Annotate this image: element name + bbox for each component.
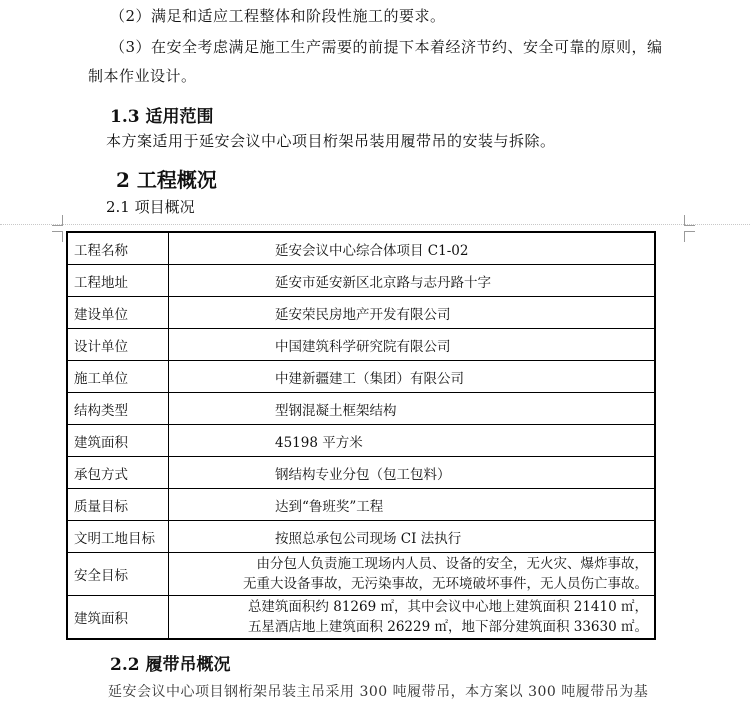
table-row: [67, 457, 655, 489]
table-value: 按照总承包公司现场 CI 法执行: [169, 521, 656, 553]
table-value: 钢结构专业分包（包工包料）: [169, 457, 656, 489]
crop-mark: [52, 231, 63, 242]
table-label: 文明工地目标: [67, 521, 169, 553]
paragraph-requirement-2: （2）满足和适应工程整体和阶段性施工的要求。: [110, 7, 446, 25]
table-label: 设计单位: [67, 329, 169, 361]
table-label: 结构类型: [67, 393, 169, 425]
table-label: 建筑面积: [67, 596, 169, 640]
table-row: [67, 425, 655, 457]
table-value: 中国建筑科学研究院有限公司: [169, 329, 656, 361]
table-value: 型钢混凝土框架结构: [169, 393, 656, 425]
table-row: [67, 297, 655, 329]
paragraph-requirement-3-line2: 制本作业设计。: [88, 67, 197, 85]
table-label: 安全目标: [67, 553, 169, 596]
project-info-table: [66, 231, 656, 640]
trailing-paragraph: 延安会议中心项目钢桁架吊装主吊采用 300 吨履带吊，本方案以 300 吨履带吊为基: [108, 684, 649, 700]
table-value: 延安市延安新区北京路与志丹路十字: [169, 265, 656, 297]
table-label: 承包方式: [67, 457, 169, 489]
table-value: 延安荣民房地产开发有限公司: [169, 297, 656, 329]
heading-project-summary: 2.1 项目概况: [106, 198, 195, 216]
table-label: 建设单位: [67, 297, 169, 329]
table-value: 45198 平方米: [169, 425, 656, 457]
table-value: [169, 553, 656, 596]
heading-project-overview: 2 工程概况: [116, 168, 217, 192]
cut-off-text-line: [108, 684, 668, 700]
area-line-1: 总建筑面积约 81269 ㎡，其中会议中心地上建筑面积 21410 ㎡，: [247, 599, 648, 615]
page-break-line: [0, 224, 750, 225]
table-value: 延安会议中心综合体项目 C1-02: [169, 232, 656, 265]
paragraph-scope: 本方案适用于延安会议中心项目桁架吊装用履带吊的安装与拆除。: [106, 132, 556, 150]
paragraph-requirement-3-line1: （3）在安全考虑满足施工生产需要的前提下本着经济节约、安全可靠的原则，编: [110, 38, 663, 56]
heading-scope: 1.3 适用范围: [110, 107, 214, 127]
table-value: [169, 596, 656, 640]
table-label: 建筑面积: [67, 425, 169, 457]
heading-crawler-crane: 2.2 履带吊概况: [110, 655, 231, 675]
table-row: [67, 361, 655, 393]
table-value: 达到“鲁班奖”工程: [169, 489, 656, 521]
table-row: [67, 265, 655, 297]
crop-mark: [52, 215, 63, 226]
area-line-2: 五星酒店地上建筑面积 26229 ㎡，地下部分建筑面积 33630 ㎡。: [247, 619, 648, 635]
table-row: [67, 393, 655, 425]
table-row: [67, 521, 655, 553]
table-value: 中建新疆建工（集团）有限公司: [169, 361, 656, 393]
table-label: 工程地址: [67, 265, 169, 297]
table-row: [67, 232, 655, 265]
table-row: [67, 489, 655, 521]
table-label: 质量目标: [67, 489, 169, 521]
safety-line-1: 由分包人负责施工现场内人员、设备的安全，无火灾、爆炸事故，: [256, 556, 648, 572]
table-row: [67, 329, 655, 361]
safety-line-2: 无重大设备事故，无污染事故，无环境破坏事件，无人员伤亡事故。: [243, 576, 648, 592]
table-label: 施工单位: [67, 361, 169, 393]
table-row: [67, 553, 655, 596]
crop-mark: [684, 215, 695, 226]
crop-mark: [684, 231, 695, 242]
table-row: [67, 596, 655, 640]
table-label: 工程名称: [67, 232, 169, 265]
